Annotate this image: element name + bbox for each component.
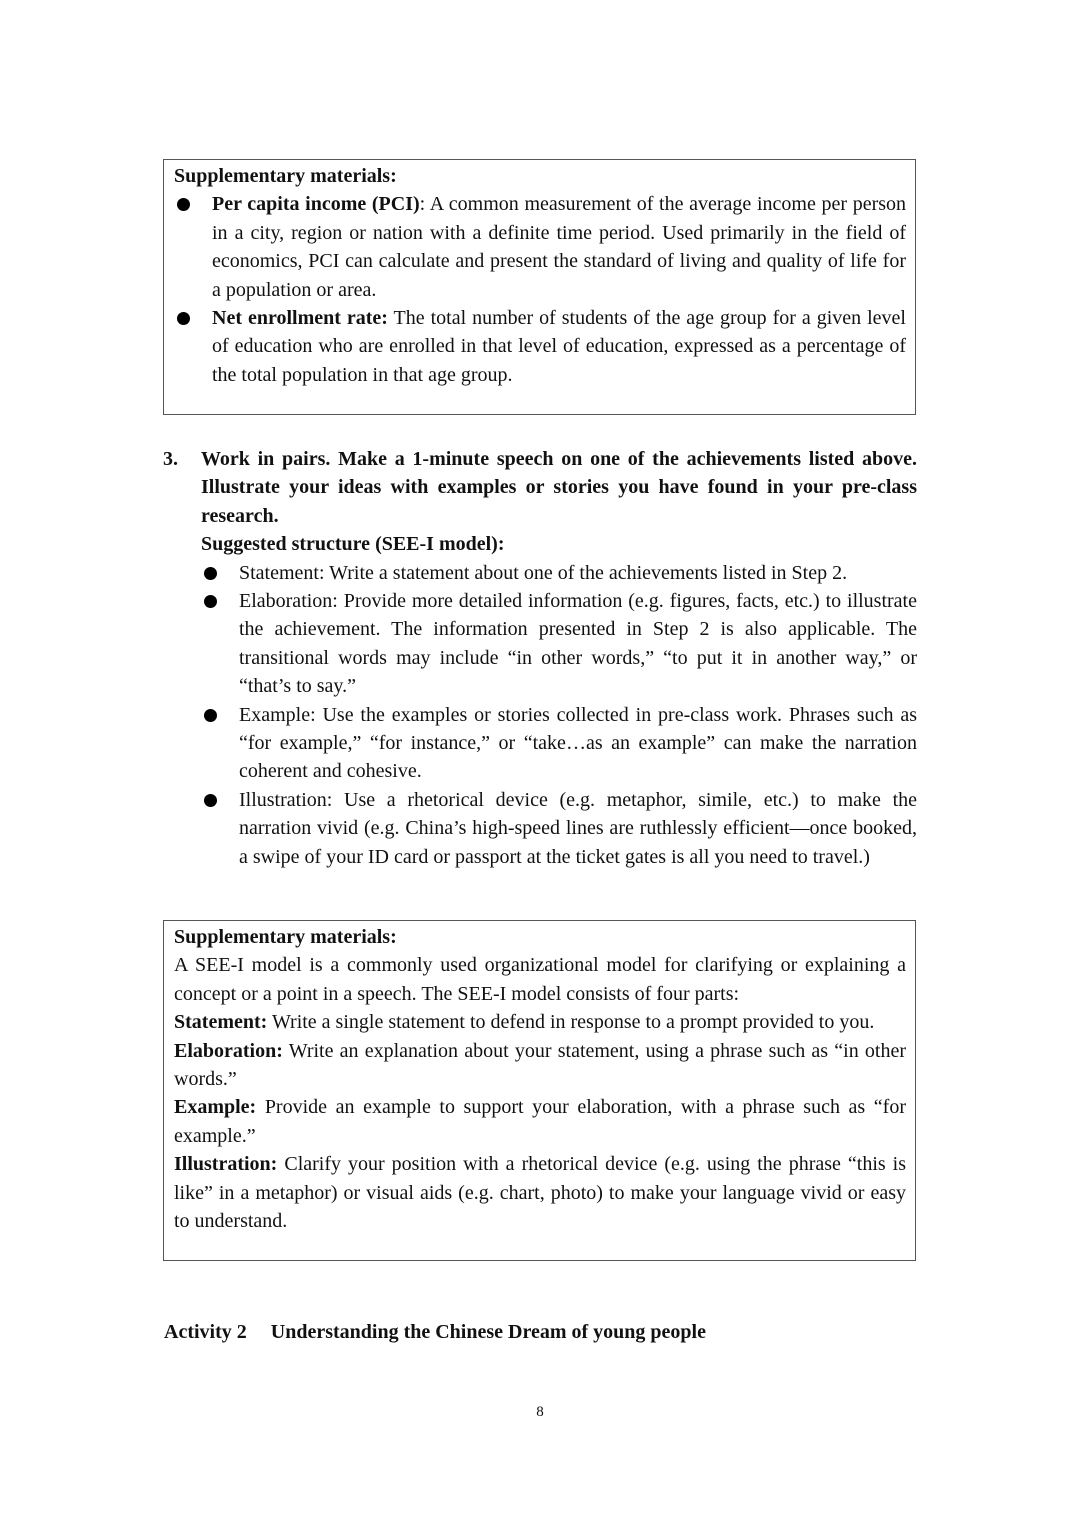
model-part-statement: Statement: Write a single statement to defend in response to a prompt provided to you. [174,1011,875,1034]
list-item: Example: Use the examples or stories collected in pre-class work. Phrases such as “for example,” “for instance,” or “take…as an example” can make the narration coherent and cohesive. [201,701,917,786]
model-part-illustration: Illustration: Clarify your position with a rhetorical device (e.g. using the phrase “this is like” in a metaphor) or visual aids (e.g. chart, photo) to make your language vivid or easy to understand. [174,1153,907,1233]
list-item [174,304,906,389]
activity-label: Activity 2 [164,1321,247,1343]
step-number: 3. [163,448,178,470]
model-part-example: Example: Provide an example to support your elaboration, with a phrase such as “for example.” [174,1096,907,1147]
term-definition: The total number of students of the age group for a given level of education who are enrolled in that level of education, expressed as a percentage of the total population in that age group. [212,307,906,386]
term-label: Per capita income (PCI) [212,193,420,216]
bullet-icon [177,198,190,211]
supplementary-title: Supplementary materials: [174,926,397,948]
list-item: Statement: Write a statement about one of the achievements listed in Step 2. [201,559,917,587]
model-part-elaboration: Elaboration: Write an explanation about your statement, using a phrase such as “in other words.” [174,1039,907,1091]
page-number: 8 [536,1404,544,1420]
activity-title: Understanding the Chinese Dream of young people [270,1321,706,1343]
model-intro: A SEE-I model is a commonly used organizational model for clarifying or explaining a concept or a point in a speech. The SEE-I model consists of four parts: [174,954,906,1005]
term-definition: A common measurement of the average income per person in a city, region or nation with a definite time period. Used primarily in the field of economics, PCI can calculate and present the standard of living and quality of life for a population or area. [212,193,907,301]
step-3-section [163,445,917,871]
list-item: Illustration: Use a rhetorical device (e.g. metaphor, simile, etc.) to make the narration vivid (e.g. China’s high-speed lines are ruthlessly efficient—once booked, a swipe of your ID card or passport at the ticket gates is all you need to travel.) [201,786,917,871]
structure-heading: Suggested structure (SEE-I model): [201,533,505,556]
list-item: Elaboration: Provide more detailed information (e.g. figures, facts, etc.) to illustrate the achievement. The information presented in Step 2 is also applicable. The transitional words may include “in other words,” “to put it in another way,” or “that’s to say.” [201,587,917,701]
supplementary-box-2 [163,920,916,1261]
bullet-icon [204,794,217,807]
step-3-instruction [163,445,917,871]
list-item: Per capita income (PCI): A common measurement of the average income per person in a city, region or nation with a definite time period. Used primarily in the field of economics, PCI can calculate and present the standard of living and quality of life for a population or area. [174,190,906,304]
supplementary-list [174,190,906,389]
bullet-icon [177,312,190,325]
bullet-icon [204,595,217,608]
activity-heading [164,1318,706,1346]
term-label: Net enrollment rate: [212,307,388,330]
supplementary-box-1 [163,159,916,415]
step-instruction-text: Work in pairs. Make a 1-minute speech on one of the achievements listed above. Illustrate your ideas with examples or stories you have found in your pre-class research. [201,448,917,527]
bullet-icon [204,567,217,580]
structure-list [201,559,917,871]
supplementary-title: Supplementary materials: [174,165,397,187]
bullet-icon [204,709,217,722]
